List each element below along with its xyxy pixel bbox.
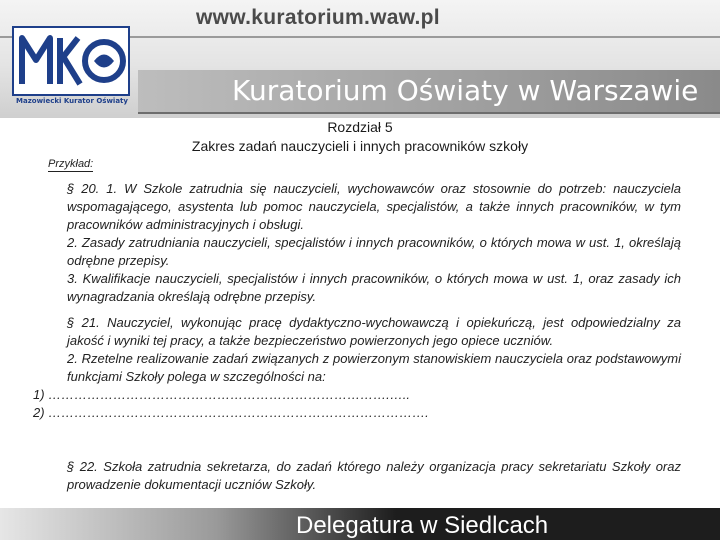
paragraph-20-3: 3. Kwalifikacje nauczycieli, specjalistów i innych pracowników, o których mowa w ust. 1, oraz zasady ich wynagradzania określają odrębne przepisy.: [67, 271, 681, 304]
paragraph-20-1: § 20. 1. W Szkole zatrudnia się nauczycieli, wychowawców oraz stosownie do potrzeb: nauczyciela wspomagającego, asystenta lub pomoc nauczyciela, specjalistów, a także innych pracowników, w tym pracowników administracyjnych i obsługi.: [67, 181, 681, 232]
footer-title: Delegatura w Siedlcach: [296, 512, 549, 539]
title-underline: [138, 112, 720, 114]
section-21: [33, 314, 681, 422]
page-title: Kuratorium Oświaty w Warszawie: [232, 74, 699, 107]
logo-caption: Mazowiecki Kurator Oświaty: [16, 97, 128, 105]
list-item-2: 2) …………………………………………………………………………….: [33, 405, 429, 420]
example-label: Przykład:: [48, 158, 94, 170]
paragraph-20-2: 2. Zasady zatrudniania nauczycieli, specjalistów i innych pracowników, o których mowa w ust. 1, określają odrębne przepisy.: [67, 235, 681, 268]
paragraph-21-1: § 21. Nauczyciel, wykonując pracę dydaktyczno-wychowawczą i opiekuńczą, jest odpowiedzialny za jakość i wyniki tej pracy, a także bezpieczeństwo powierzonych jego opiece uczniów.: [67, 315, 681, 348]
section-20: [33, 180, 681, 306]
chapter-title: Rozdział 5: [327, 119, 393, 135]
paragraph-21-2: 2. Rzetelne realizowanie zadań związanych z powierzonym stanowiskiem nauczyciela oraz podstawowymi funkcjami Szkoły polega w szczególności na:: [67, 351, 681, 384]
chapter-subtitle: Zakres zadań nauczycieli i innych pracowników szkoły: [191, 138, 529, 154]
site-url[interactable]: www.kuratorium.waw.pl: [196, 6, 440, 29]
section-22: [33, 458, 681, 494]
mko-logo: [12, 26, 130, 96]
paragraph-22: § 22. Szkoła zatrudnia sekretarza, do zadań którego należy organizacja pracy sekretariatu Szkoły oraz prowadzenie dokumentacji uczniów Szkoły.: [67, 459, 681, 492]
list-item-1: 1) …………………………………………………………………….…..: [33, 387, 411, 402]
chapter-heading: [0, 118, 720, 156]
